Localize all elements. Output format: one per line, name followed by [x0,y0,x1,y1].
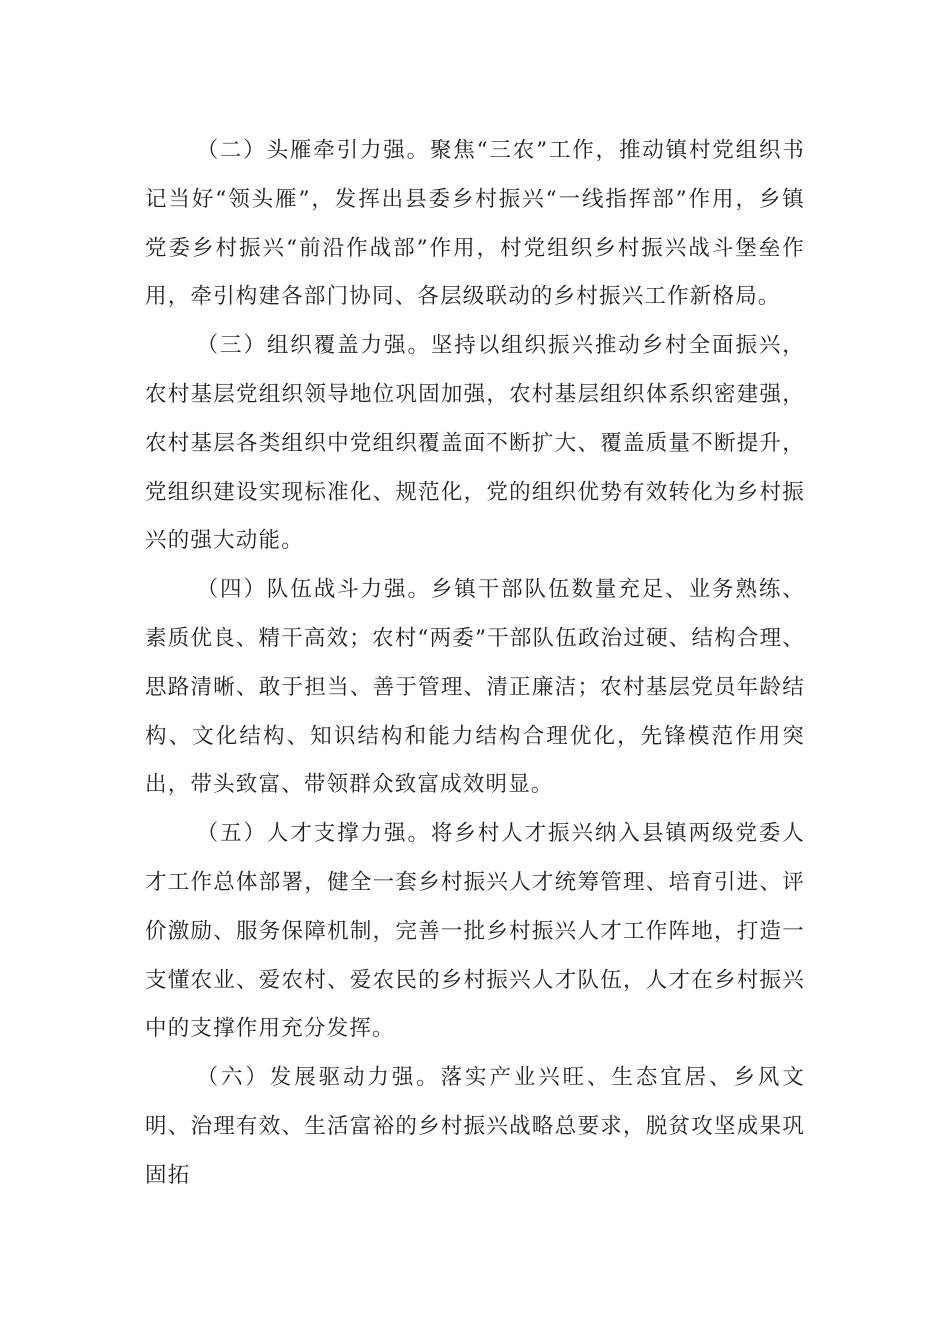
paragraph-2: （二）头雁牵引力强。聚焦“三农”工作，推动镇村党组织书记当好“领头雁”，发挥出县委乡村振兴“一线指挥部”作用，乡镇党委乡村振兴“前沿作战部”作用，村党组织乡村振兴战斗堡垒作用，牵引构建各部门协同、各层级联动的乡村振兴工作新格局。 [145,138,805,310]
document-body [145,127,805,1201]
paragraph-4: （四）队伍战斗力强。乡镇干部队伍数量充足、业务熟练、素质优良、精干高效；农村“两委”干部队伍政治过硬、结构合理、思路清晰、敢于担当、善于管理、清正廉洁；农村基层党员年龄结构、文化结构、知识结构和能力结构合理优化，先锋模范作用突出，带头致富、带领群众致富成效明显。 [145,577,805,798]
paragraph-5: （五）人才支撑力强。将乡村人才振兴纳入县镇两级党委人才工作总体部署，健全一套乡村振兴人才统筹管理、培育引进、评价激励、服务保障机制，完善一批乡村振兴人才工作阵地，打造一支懂农业、爱农村、爱农民的乡村振兴人才队伍，人才在乡村振兴中的支撑作用充分发挥。 [145,821,805,1042]
paragraph-3: （三）组织覆盖力强。坚持以组织振兴推动乡村全面振兴，农村基层党组织领导地位巩固加强，农村基层组织体系织密建强，农村基层各类组织中党组织覆盖面不断扩大、覆盖质量不断提升，党组织建设实现标准化、规范化，党的组织优势有效转化为乡村振兴的强大动能。 [145,333,805,554]
paragraph-6: （六）发展驱动力强。落实产业兴旺、生态宜居、乡风文明、治理有效、生活富裕的乡村振兴战略总要求，脱贫攻坚成果巩固拓 [145,1065,805,1188]
